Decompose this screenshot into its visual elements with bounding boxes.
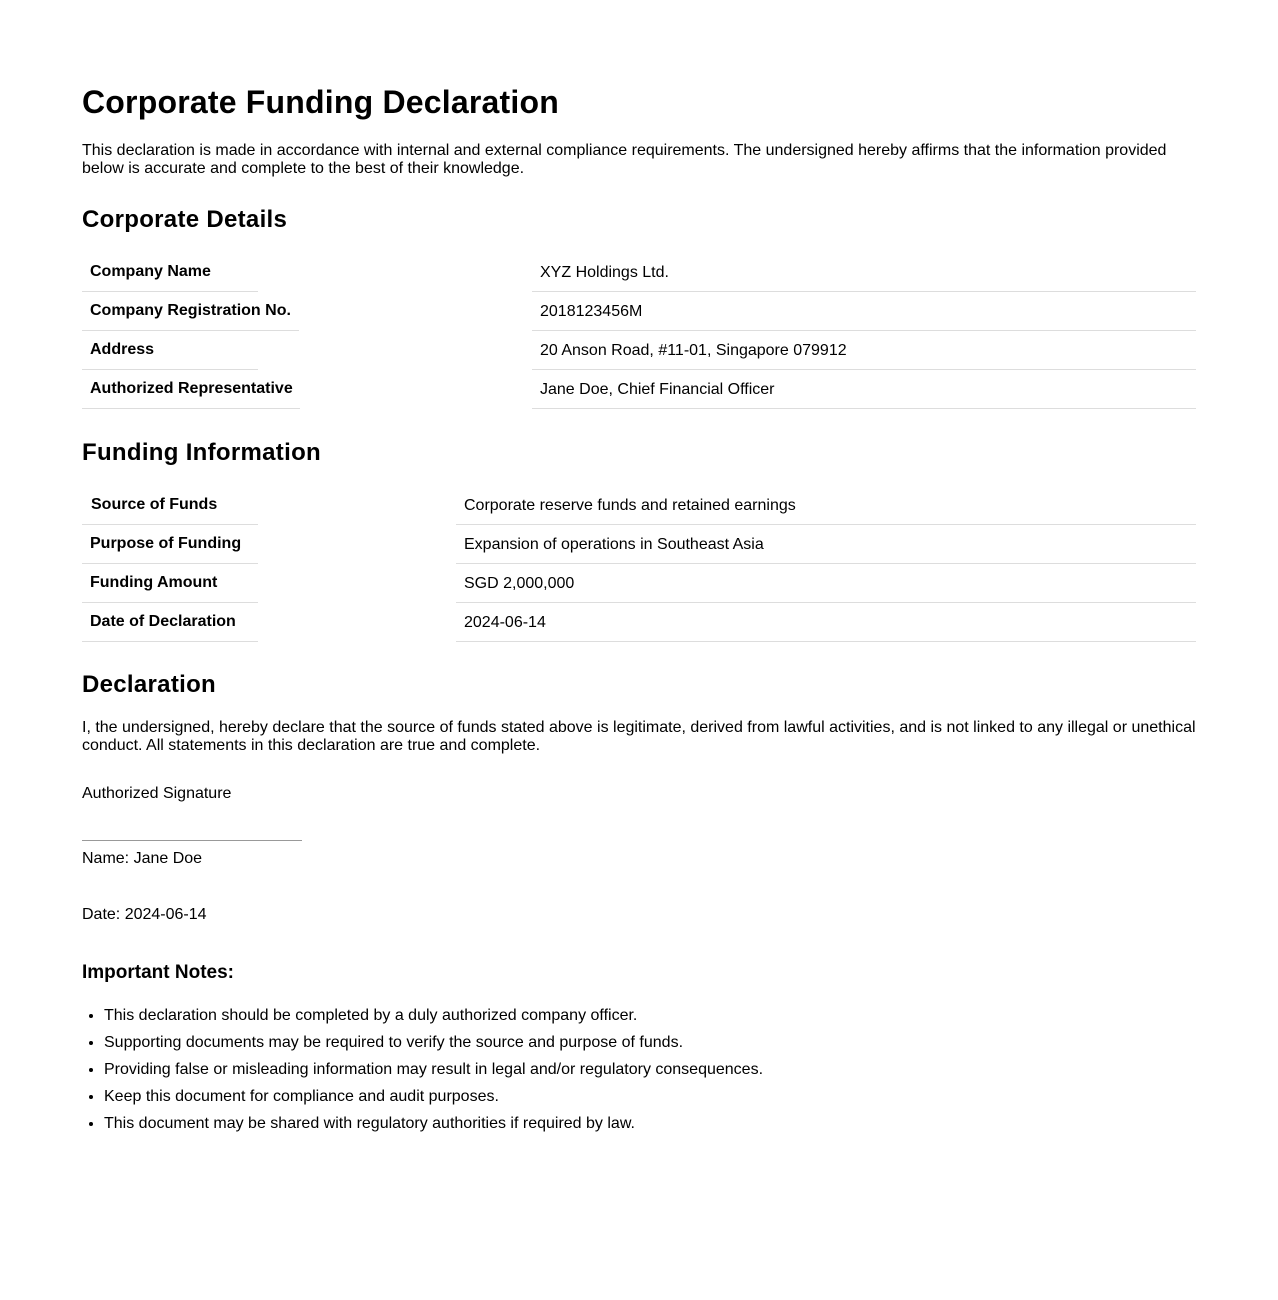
document-title: Corporate Funding Declaration — [82, 84, 559, 120]
signatory-name: Name: Jane Doe — [82, 850, 203, 867]
row-label: Date of Declaration — [82, 604, 258, 642]
declaration-text: I, the undersigned, hereby declare that the source of funds stated above is legitimate, derived from lawful activities, and is not linked to any illegal or unethical conduct. All statements in this declaration are true and complete. — [82, 719, 1196, 754]
row-label: Authorized Representative — [82, 371, 300, 409]
table-row — [82, 526, 1196, 565]
row-value: Corporate reserve funds and retained earnings — [456, 487, 1196, 525]
row-value: 20 Anson Road, #11-01, Singapore 079912 — [532, 332, 1196, 370]
funding-information-table — [82, 487, 1196, 644]
row-label: Funding Amount — [82, 565, 258, 603]
signature-label: Authorized Signature — [82, 785, 232, 802]
row-label: Address — [82, 332, 258, 370]
important-notes-list — [82, 1006, 1204, 1141]
table-row — [82, 604, 1196, 643]
row-value: 2024-06-14 — [456, 604, 1196, 642]
table-row — [82, 332, 1196, 371]
corporate-details-heading: Corporate Details — [82, 206, 288, 233]
corporate-details-table — [82, 254, 1196, 411]
list-item: • Providing false or misleading information may result in legal and/or regulatory consequences. — [104, 1060, 1204, 1080]
row-label: Company Registration No. — [82, 293, 299, 331]
list-item: • Keep this document for compliance and audit purposes. — [104, 1087, 1204, 1107]
row-value: SGD 2,000,000 — [456, 565, 1196, 603]
row-value: Expansion of operations in Southeast Asia — [456, 526, 1196, 564]
row-value: Jane Doe, Chief Financial Officer — [532, 371, 1196, 409]
table-row — [82, 254, 1196, 293]
table-row — [82, 487, 1196, 526]
table-row — [82, 565, 1196, 604]
signature-date: Date: 2024-06-14 — [82, 906, 207, 923]
signature-line — [82, 840, 302, 841]
intro-paragraph: This declaration is made in accordance with internal and external compliance requirements. The undersigned hereby affirms that the information provided below is accurate and complete to the best of their knowledge. — [82, 142, 1167, 177]
table-row — [82, 371, 1196, 410]
declaration-heading: Declaration — [82, 671, 217, 698]
list-item: • This declaration should be completed by a duly authorized company officer. — [104, 1006, 1204, 1026]
list-item: • Supporting documents may be required to verify the source and purpose of funds. — [104, 1033, 1204, 1053]
list-item: • This document may be shared with regulatory authorities if required by law. — [104, 1114, 1204, 1134]
row-label: Company Name — [82, 254, 258, 292]
row-label: Purpose of Funding — [82, 526, 258, 564]
row-value: 2018123456M — [532, 293, 1196, 331]
important-notes-heading: Important Notes: — [82, 962, 234, 983]
row-label: Source of Funds — [82, 487, 258, 525]
funding-information-heading: Funding Information — [82, 439, 321, 466]
row-value: XYZ Holdings Ltd. — [532, 254, 1196, 292]
table-row — [82, 293, 1196, 332]
